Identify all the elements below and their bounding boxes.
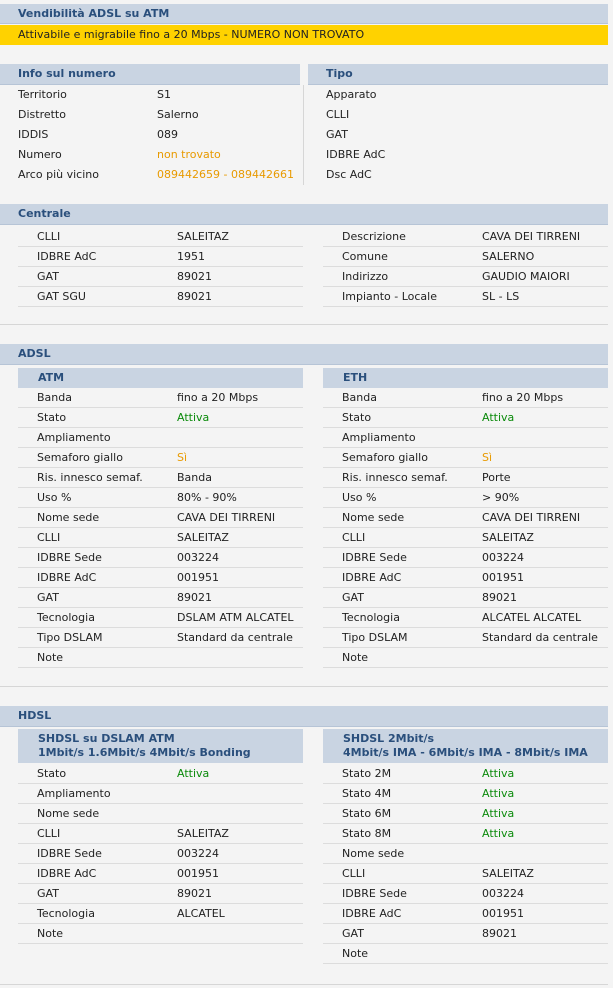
info-divider xyxy=(303,85,304,185)
atm-row xyxy=(18,488,303,508)
atm-value: CAVA DEI TIRRENI xyxy=(177,511,276,524)
eth-value: Porte xyxy=(482,471,511,484)
centrale-left-row xyxy=(18,287,303,307)
info-value: non trovato xyxy=(157,148,221,161)
hdsl-left-label: IDBRE Sede xyxy=(37,847,102,860)
eth-row xyxy=(323,468,608,488)
centrale-right-label: Impianto - Locale xyxy=(342,290,437,303)
hdsl-left-row xyxy=(18,844,303,864)
hdsl-right-label: IDBRE AdC xyxy=(342,907,402,920)
hdsl-left-row xyxy=(18,884,303,904)
hdsl-left-label: Note xyxy=(37,927,64,940)
eth-label: Stato xyxy=(342,411,372,424)
hdsl-left-label: GAT xyxy=(37,887,59,900)
eth-label: IDBRE Sede xyxy=(342,551,407,564)
hdsl-right-value: Attiva xyxy=(482,787,515,800)
atm-value: 89021 xyxy=(177,591,212,604)
eth-label: Tecnologia xyxy=(342,611,400,624)
hdsl-right-row xyxy=(323,804,608,824)
hdsl-right-value: 003224 xyxy=(482,887,524,900)
tipo-row xyxy=(308,125,608,145)
eth-label: Ris. innesco semaf. xyxy=(342,471,448,484)
centrale-right-label: Indirizzo xyxy=(342,270,389,283)
centrale-left-label: CLLI xyxy=(37,230,61,243)
tipo-row xyxy=(308,165,608,185)
tipo-label: Dsc AdC xyxy=(326,168,372,181)
hdsl-left-subtitle xyxy=(18,729,303,763)
eth-row xyxy=(323,448,608,468)
adsl-bottom-divider xyxy=(0,686,608,687)
hdsl-left-label: Nome sede xyxy=(37,807,100,820)
eth-row xyxy=(323,508,608,528)
eth-row xyxy=(323,588,608,608)
centrale-right-value: SL - LS xyxy=(482,290,520,303)
eth-value: > 90% xyxy=(482,491,520,504)
atm-label: Banda xyxy=(37,391,72,404)
hdsl-left-title-line2: 1Mbit/s 1.6Mbit/s 4Mbit/s Bonding xyxy=(38,746,251,759)
atm-row xyxy=(18,528,303,548)
hdsl-left-row xyxy=(18,804,303,824)
hdsl-right-label: Stato 6M xyxy=(342,807,392,820)
atm-label: Semaforo giallo xyxy=(37,451,123,464)
hdsl-right-row xyxy=(323,904,608,924)
atm-row xyxy=(18,568,303,588)
hdsl-right-label: IDBRE Sede xyxy=(342,887,407,900)
hdsl-right-label: Stato 8M xyxy=(342,827,392,840)
info-label: Numero xyxy=(18,148,62,161)
hdsl-right-row xyxy=(323,764,608,784)
eth-value: Sì xyxy=(482,451,493,464)
eth-row xyxy=(323,428,608,448)
atm-value: fino a 20 Mbps xyxy=(177,391,259,404)
eth-label: Nome sede xyxy=(342,511,405,524)
atm-label: IDBRE AdC xyxy=(37,571,97,584)
hdsl-left-row xyxy=(18,764,303,784)
atm-label: Ris. innesco semaf. xyxy=(37,471,143,484)
eth-subtitle: ETH xyxy=(323,368,608,388)
eth-value: Attiva xyxy=(482,411,515,424)
hdsl-left-label: Tecnologia xyxy=(37,907,95,920)
hdsl-right-label: Stato 4M xyxy=(342,787,392,800)
hdsl-left-row xyxy=(18,784,303,804)
centrale-right-label: Comune xyxy=(342,250,388,263)
hdsl-right-value: Attiva xyxy=(482,807,515,820)
info-label: Distretto xyxy=(18,108,66,121)
hdsl-left-label: IDBRE AdC xyxy=(37,867,97,880)
centrale-left-value: 89021 xyxy=(177,270,212,283)
hdsl-left-value: 89021 xyxy=(177,887,212,900)
eth-label: Banda xyxy=(342,391,377,404)
centrale-right-label: Descrizione xyxy=(342,230,406,243)
hdsl-left-value: SALEITAZ xyxy=(177,827,229,840)
hdsl-left-value: 003224 xyxy=(177,847,219,860)
hdsl-left-row xyxy=(18,864,303,884)
tipo-label: GAT xyxy=(326,128,348,141)
centrale-right-value: SALERNO xyxy=(482,250,535,263)
atm-label: IDBRE Sede xyxy=(37,551,102,564)
atm-row xyxy=(18,548,303,568)
atm-label: Note xyxy=(37,651,64,664)
hdsl-right-row xyxy=(323,884,608,904)
centrale-left-value: 89021 xyxy=(177,290,212,303)
hdsl-right-value: 001951 xyxy=(482,907,524,920)
eth-label: Semaforo giallo xyxy=(342,451,428,464)
eth-label: Ampliamento xyxy=(342,431,416,444)
eth-label: GAT xyxy=(342,591,364,604)
eth-value: 001951 xyxy=(482,571,524,584)
atm-value: SALEITAZ xyxy=(177,531,229,544)
atm-row xyxy=(18,388,303,408)
atm-row xyxy=(18,608,303,628)
info-row xyxy=(0,85,300,105)
hdsl-left-label: Stato xyxy=(37,767,67,780)
atm-row xyxy=(18,588,303,608)
eth-value: 89021 xyxy=(482,591,517,604)
tipo-row xyxy=(308,85,608,105)
eth-row xyxy=(323,628,608,648)
info-row xyxy=(0,125,300,145)
atm-row xyxy=(18,648,303,668)
hdsl-right-row xyxy=(323,784,608,804)
eth-row xyxy=(323,568,608,588)
hdsl-right-row xyxy=(323,864,608,884)
info-row xyxy=(0,165,300,185)
eth-row xyxy=(323,388,608,408)
hdsl-left-value: Attiva xyxy=(177,767,210,780)
centrale-right-row xyxy=(323,287,608,307)
hdsl-right-value: 89021 xyxy=(482,927,517,940)
hdsl-left-row xyxy=(18,824,303,844)
page-title: Vendibilità ADSL su ATM xyxy=(0,4,608,24)
eth-label: IDBRE AdC xyxy=(342,571,402,584)
atm-label: Tipo DSLAM xyxy=(37,631,103,644)
centrale-left-row xyxy=(18,267,303,287)
hdsl-right-title-line1: SHDSL 2Mbit/s xyxy=(343,732,435,745)
atm-subtitle: ATM xyxy=(18,368,303,388)
centrale-left-label: IDBRE AdC xyxy=(37,250,97,263)
atm-row xyxy=(18,508,303,528)
eth-row xyxy=(323,408,608,428)
hdsl-bottom-divider xyxy=(0,984,608,985)
eth-value: ALCATEL ALCATEL xyxy=(482,611,582,624)
info-value: S1 xyxy=(157,88,171,101)
atm-value: Standard da centrale xyxy=(177,631,293,644)
atm-label: Uso % xyxy=(37,491,72,504)
hdsl-right-value: SALEITAZ xyxy=(482,867,534,880)
info-label: Arco più vicino xyxy=(18,168,99,181)
eth-label: CLLI xyxy=(342,531,366,544)
eth-label: Note xyxy=(342,651,369,664)
centrale-right-value: GAUDIO MAIORI xyxy=(482,270,570,283)
info-value: Salerno xyxy=(157,108,199,121)
eth-value: CAVA DEI TIRRENI xyxy=(482,511,581,524)
adsl-section-title: ADSL xyxy=(0,344,608,365)
hdsl-right-label: Stato 2M xyxy=(342,767,392,780)
atm-row xyxy=(18,628,303,648)
centrale-right-value: CAVA DEI TIRRENI xyxy=(482,230,581,243)
atm-label: CLLI xyxy=(37,531,61,544)
hdsl-right-value: Attiva xyxy=(482,767,515,780)
hdsl-right-value: Attiva xyxy=(482,827,515,840)
centrale-right-row xyxy=(323,247,608,267)
atm-value: DSLAM ATM ALCATEL xyxy=(177,611,294,624)
centrale-left-label: GAT SGU xyxy=(37,290,86,303)
info-label: IDDIS xyxy=(18,128,49,141)
tipo-row xyxy=(308,105,608,125)
atm-value: Banda xyxy=(177,471,212,484)
eth-row xyxy=(323,488,608,508)
eth-label: Tipo DSLAM xyxy=(342,631,408,644)
info-value: 089442659 - 089442661 xyxy=(157,168,294,181)
tipo-label: IDBRE AdC xyxy=(326,148,386,161)
eth-row xyxy=(323,548,608,568)
atm-row xyxy=(18,408,303,428)
atm-value: 80% - 90% xyxy=(177,491,237,504)
hdsl-right-row xyxy=(323,844,608,864)
hdsl-right-row xyxy=(323,924,608,944)
eth-value: 003224 xyxy=(482,551,524,564)
atm-label: Tecnologia xyxy=(37,611,95,624)
hdsl-section-title: HDSL xyxy=(0,706,608,727)
centrale-left-row xyxy=(18,227,303,247)
centrale-left-value: 1951 xyxy=(177,250,205,263)
eth-label: Uso % xyxy=(342,491,377,504)
centrale-section-title: Centrale xyxy=(0,204,608,225)
hdsl-left-label: CLLI xyxy=(37,827,61,840)
eth-value: Standard da centrale xyxy=(482,631,598,644)
status-alert: Attivabile e migrabile fino a 20 Mbps - NUMERO NON TROVATO xyxy=(0,25,608,45)
eth-row xyxy=(323,608,608,628)
hdsl-right-title-line2: 4Mbit/s IMA - 6Mbit/s IMA - 8Mbit/s IMA xyxy=(343,746,588,759)
atm-value: Sì xyxy=(177,451,188,464)
tipo-section-title: Tipo xyxy=(308,64,608,85)
eth-row xyxy=(323,528,608,548)
eth-value: SALEITAZ xyxy=(482,531,534,544)
centrale-left-label: GAT xyxy=(37,270,59,283)
eth-value: fino a 20 Mbps xyxy=(482,391,564,404)
hdsl-right-label: GAT xyxy=(342,927,364,940)
info-row xyxy=(0,105,300,125)
hdsl-left-title-line1: SHDSL su DSLAM ATM xyxy=(38,732,175,745)
centrale-left-value: SALEITAZ xyxy=(177,230,229,243)
info-label: Territorio xyxy=(18,88,67,101)
hdsl-right-subtitle xyxy=(323,729,608,763)
hdsl-right-label: Note xyxy=(342,947,369,960)
hdsl-right-row xyxy=(323,824,608,844)
tipo-label: Apparato xyxy=(326,88,377,101)
tipo-label: CLLI xyxy=(326,108,350,121)
tipo-row xyxy=(308,145,608,165)
atm-row xyxy=(18,428,303,448)
info-section-title: Info sul numero xyxy=(0,64,300,85)
hdsl-right-row xyxy=(323,944,608,964)
atm-label: Stato xyxy=(37,411,67,424)
centrale-bottom-divider xyxy=(0,324,608,325)
centrale-left-row xyxy=(18,247,303,267)
atm-row xyxy=(18,468,303,488)
atm-label: Ampliamento xyxy=(37,431,111,444)
atm-value: 003224 xyxy=(177,551,219,564)
atm-label: Nome sede xyxy=(37,511,100,524)
atm-value: Attiva xyxy=(177,411,210,424)
hdsl-left-row xyxy=(18,904,303,924)
atm-value: 001951 xyxy=(177,571,219,584)
info-row xyxy=(0,145,300,165)
hdsl-left-row xyxy=(18,924,303,944)
info-value: 089 xyxy=(157,128,178,141)
centrale-right-row xyxy=(323,227,608,247)
hdsl-right-label: CLLI xyxy=(342,867,366,880)
hdsl-right-label: Nome sede xyxy=(342,847,405,860)
hdsl-left-value: 001951 xyxy=(177,867,219,880)
hdsl-left-value: ALCATEL xyxy=(177,907,225,920)
atm-row xyxy=(18,448,303,468)
hdsl-left-label: Ampliamento xyxy=(37,787,111,800)
centrale-right-row xyxy=(323,267,608,287)
atm-label: GAT xyxy=(37,591,59,604)
eth-row xyxy=(323,648,608,668)
